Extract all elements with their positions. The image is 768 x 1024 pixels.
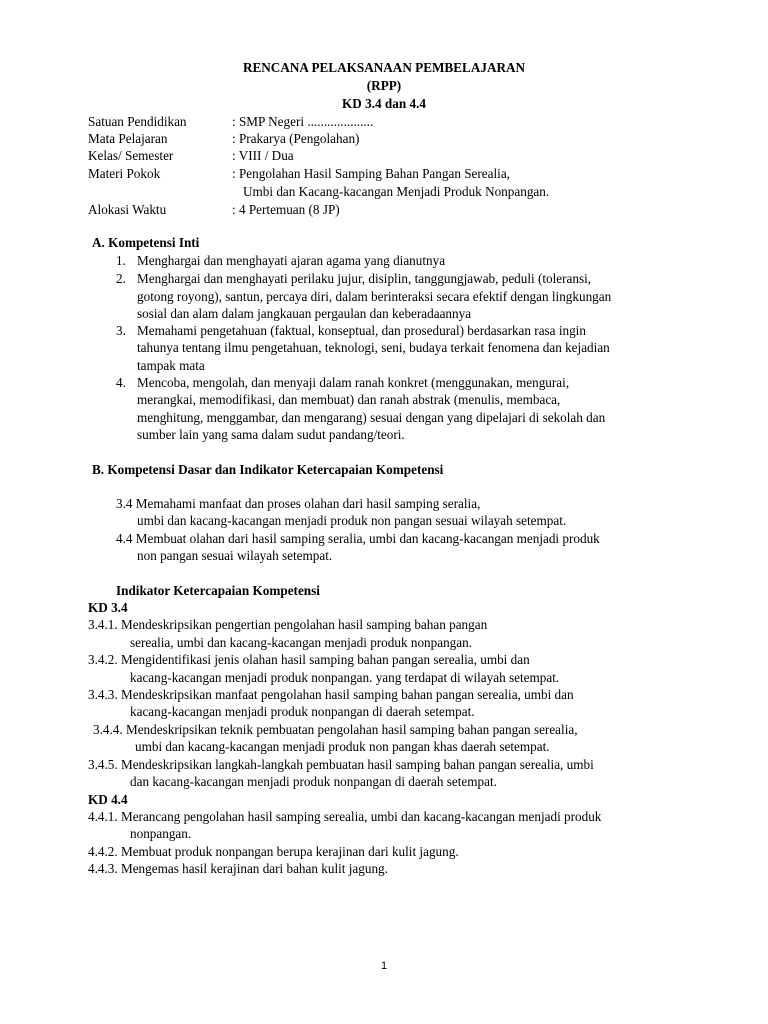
list-item-text: Mencoba, mengolah, dan menyaji dalam ranah konkret (menggunakan, mengurai, [137,375,570,390]
list-number: 2. [116,271,126,286]
kd-item: 4.4 Membuat olahan dari hasil samping seralia, umbi dan kacang-kacangan menjadi produk [116,531,600,546]
list-item-text: sosial dan alam dalam jangkauan pergaulan dan keberadaannya [137,306,472,321]
indicator-item-continued: serealia, umbi dan kacang-kacangan menjadi produk nonpangan. [130,635,473,650]
section-a-heading: A. Kompetensi Inti [92,235,200,250]
indicator-item-continued: nonpangan. [130,826,192,841]
identity-value: : 4 Pertemuan (8 JP) [232,202,340,217]
indicator-item: 4.4.3. Mengemas hasil kerajinan dari bahan kulit jagung. [88,861,388,876]
list-number: 3. [116,323,126,338]
indicator-item: 4.4.2. Membuat produk nonpangan berupa kerajinan dari kulit jagung. [88,844,459,859]
kd-item: 3.4 Memahami manfaat dan proses olahan dari hasil samping seralia, [116,496,481,511]
list-item-text: merangkai, memodifikasi, dan membuat) dan ranah abstrak (menulis, membaca, [137,392,561,407]
identity-value: : Prakarya (Pengolahan) [232,131,360,146]
indicator-item: 3.4.1. Mendeskripsikan pengertian pengolahan hasil samping bahan pangan [88,617,488,632]
kd-item-continued: umbi dan kacang-kacangan menjadi produk non pangan sesuai wilayah setempat. [137,513,567,528]
document-title: RENCANA PELAKSANAAN PEMBELAJARAN [242,60,526,75]
kd-item-continued: non pangan sesuai wilayah setempat. [137,548,333,563]
identity-value: : VIII / Dua [232,148,294,163]
list-item-text: Memahami pengetahuan (faktual, konseptual, dan prosedural) berdasarkan rasa ingin [137,323,586,338]
identity-value-continued: Umbi dan Kacang-kacangan Menjadi Produk Nonpangan. [243,184,550,199]
indicator-item-continued: umbi dan kacang-kacangan menjadi produk non pangan khas daerah setempat. [135,739,550,754]
identity-label: Kelas/ Semester [88,148,174,163]
list-item-text: tahunya tentang ilmu pengetahuan, teknologi, seni, budaya terkait fenomena dan kejadian [137,340,610,355]
indicator-item: 3.4.5. Mendeskripsikan langkah-langkah pembuatan hasil samping bahan pangan serealia, umbi [88,757,594,772]
list-item-text: tampak mata [137,358,205,373]
list-item-text: Menghargai dan menghayati perilaku jujur, disiplin, tanggungjawab, peduli (toleransi, [137,271,592,286]
list-item-text: sumber lain yang sama dalam sudut pandang/teori. [137,427,405,442]
indicator-item: 4.4.1. Merancang pengolahan hasil samping serealia, umbi dan kacang-kacangan menjadi produk [88,809,602,824]
kd44-heading: KD 4.4 [88,792,128,807]
page-number: 1 [380,960,388,972]
list-item-text: Menghargai dan menghayati ajaran agama yang dianutnya [137,253,446,268]
document-kd-heading: KD 3.4 dan 4.4 [342,96,426,111]
indicator-item: 3.4.3. Mendeskripsikan manfaat pengolahan hasil samping bahan pangan serealia, umbi dan [88,687,574,702]
list-number: 4. [116,375,126,390]
section-b-heading: B. Kompetensi Dasar dan Indikator Ketercapaian Kompetensi [92,462,444,477]
indicator-item-continued: kacang-kacangan menjadi produk nonpangan. yang terdapat di wilayah setempat. [130,670,560,685]
identity-value: : Pengolahan Hasil Samping Bahan Pangan Serealia, [232,166,510,181]
identity-label: Alokasi Waktu [88,202,167,217]
indicator-item-continued: kacang-kacangan menjadi produk nonpangan di daerah setempat. [130,704,475,719]
indicator-heading: Indikator Ketercapaian Kompetensi [116,583,320,598]
identity-label: Materi Pokok [88,166,161,181]
identity-label: Mata Pelajaran [88,131,168,146]
indicator-item: 3.4.2. Mengidentifikasi jenis olahan hasil samping bahan pangan serealia, umbi dan [88,652,530,667]
identity-label: Satuan Pendidikan [88,114,187,129]
document-subtitle: (RPP) [366,78,402,93]
list-item-text: menghitung, menggambar, dan mengarang) sesuai dengan yang dipelajari di sekolah dan [137,410,606,425]
indicator-item-continued: dan kacang-kacangan menjadi produk nonpangan di daerah setempat. [130,774,497,789]
list-item-text: gotong royong), santun, percaya diri, dalam berinteraksi secara efektif dengan lingkungan [137,289,612,304]
identity-value: : SMP Negeri .................... [232,114,374,129]
list-number: 1. [116,253,126,268]
kd34-heading: KD 3.4 [88,600,128,615]
indicator-item: 3.4.4. Mendeskripsikan teknik pembuatan pengolahan hasil samping bahan pangan serealia, [93,722,578,737]
